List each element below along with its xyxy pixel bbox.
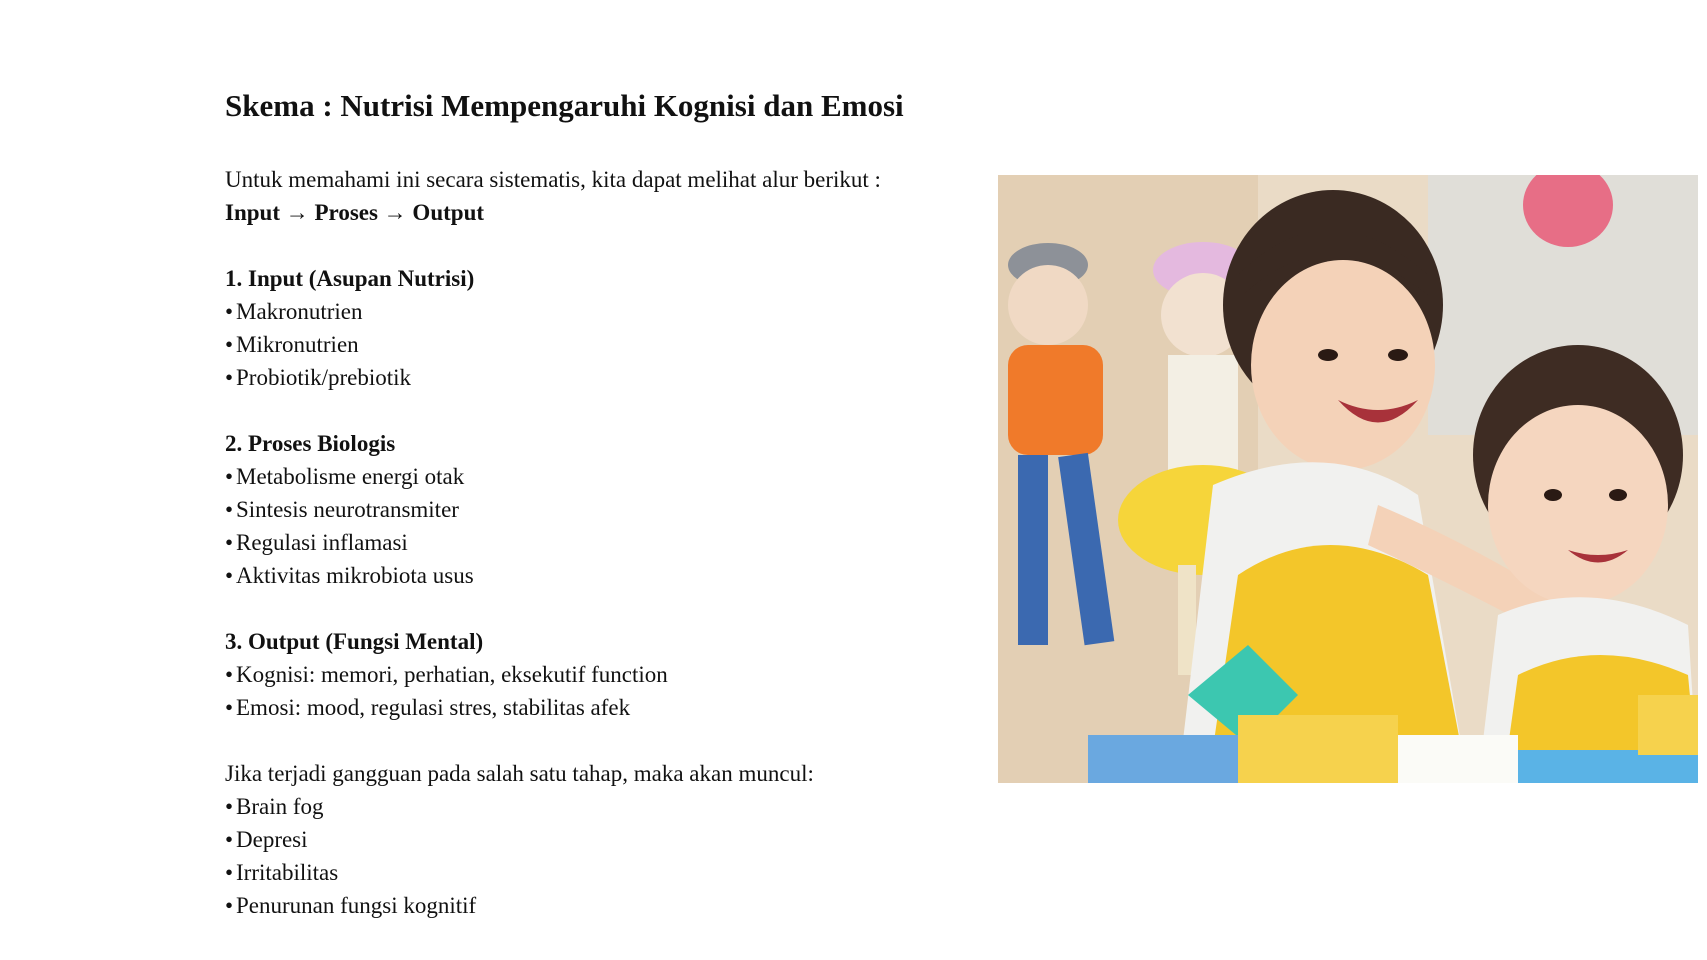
list-item bbox=[225, 295, 925, 328]
section-heading-process: 2. Proses Biologis bbox=[225, 431, 396, 456]
list-item-text: Penurunan fungsi kognitif bbox=[236, 893, 477, 918]
bullet-icon: • bbox=[225, 299, 234, 324]
children-playing-illustration bbox=[998, 175, 1698, 783]
bullet-icon: • bbox=[225, 794, 234, 819]
list-item-text: Regulasi inflamasi bbox=[236, 530, 408, 555]
list-item bbox=[225, 361, 925, 394]
section-heading-input: 1. Input (Asupan Nutrisi) bbox=[225, 266, 475, 291]
children-playing-photo bbox=[998, 175, 1698, 783]
document-body bbox=[225, 163, 925, 922]
list-item-text: Irritabilitas bbox=[236, 860, 339, 885]
list-item bbox=[225, 493, 925, 526]
list-item bbox=[225, 691, 925, 724]
bullet-icon: • bbox=[225, 860, 234, 885]
bullet-icon: • bbox=[225, 530, 234, 555]
list-item bbox=[225, 526, 925, 559]
page-title: Skema : Nutrisi Mempengaruhi Kognisi dan Emosi bbox=[225, 88, 904, 123]
spacer bbox=[225, 592, 925, 625]
list-item bbox=[225, 559, 925, 592]
spacer bbox=[225, 724, 925, 757]
list-item bbox=[225, 790, 925, 823]
flow-summary: Input → Proses → Output bbox=[225, 200, 485, 225]
section-heading-output: 3. Output (Fungsi Mental) bbox=[225, 629, 484, 654]
list-item-text: Metabolisme energi otak bbox=[236, 464, 465, 489]
list-item-text: Aktivitas mikrobiota usus bbox=[236, 563, 474, 588]
bullet-icon: • bbox=[225, 332, 234, 357]
list-item-text: Mikronutrien bbox=[236, 332, 359, 357]
spacer bbox=[225, 229, 925, 262]
list-item bbox=[225, 460, 925, 493]
bullet-icon: • bbox=[225, 497, 234, 522]
bullet-icon: • bbox=[225, 563, 234, 588]
bullet-icon: • bbox=[225, 365, 234, 390]
list-item bbox=[225, 328, 925, 361]
list-item bbox=[225, 823, 925, 856]
list-item-text: Emosi: mood, regulasi stres, stabilitas afek bbox=[236, 695, 631, 720]
bullet-icon: • bbox=[225, 827, 234, 852]
intro-text: Untuk memahami ini secara sistematis, kita dapat melihat alur berikut : bbox=[225, 167, 881, 192]
disruption-intro: Jika terjadi gangguan pada salah satu tahap, maka akan muncul: bbox=[225, 761, 814, 786]
bullet-icon: • bbox=[225, 893, 234, 918]
list-item-text: Probiotik/prebiotik bbox=[236, 365, 412, 390]
list-item bbox=[225, 889, 925, 922]
list-item-text: Depresi bbox=[236, 827, 308, 852]
list-item-text: Makronutrien bbox=[236, 299, 363, 324]
list-item bbox=[225, 856, 925, 889]
list-item-text: Sintesis neurotransmiter bbox=[236, 497, 459, 522]
spacer bbox=[225, 394, 925, 427]
list-item-text: Brain fog bbox=[236, 794, 324, 819]
list-item-text: Kognisi: memori, perhatian, eksekutif function bbox=[236, 662, 668, 687]
bullet-icon: • bbox=[225, 662, 234, 687]
list-item bbox=[225, 658, 925, 691]
bullet-icon: • bbox=[225, 695, 234, 720]
bullet-icon: • bbox=[225, 464, 234, 489]
